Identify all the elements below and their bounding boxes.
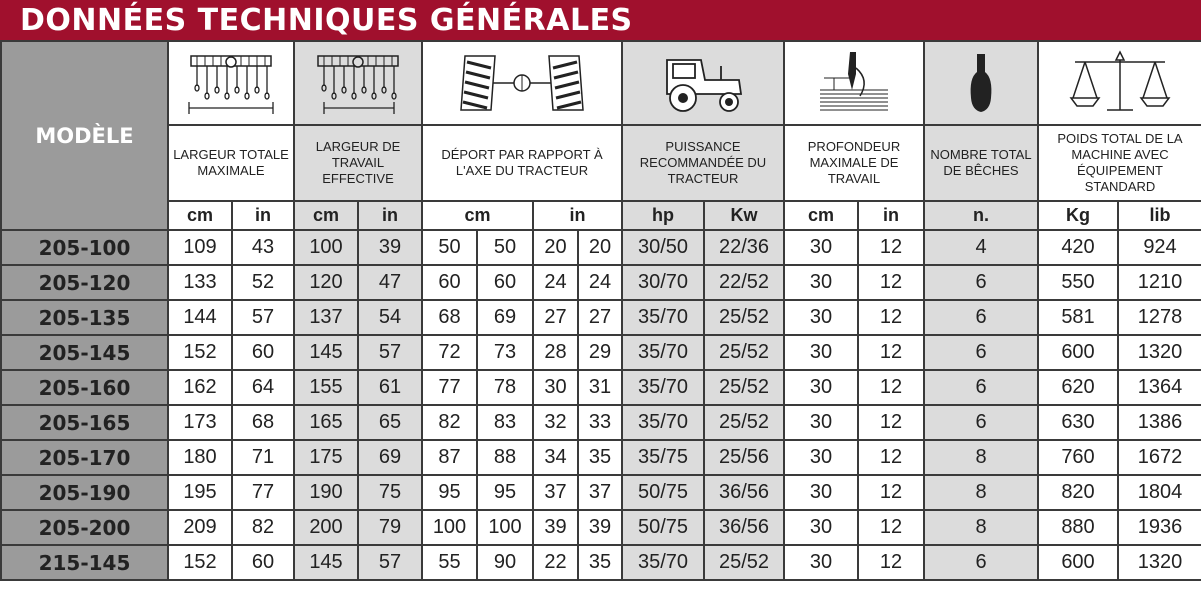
value-cell: 1804 xyxy=(1118,475,1201,510)
value-cell: 87 xyxy=(422,440,477,475)
col-label: POIDS TOTAL DE LA MACHINE AVEC ÉQUIPEMENT STANDARD xyxy=(1038,125,1201,201)
table-row xyxy=(1,405,1201,440)
value-cell: 6 xyxy=(924,300,1038,335)
model-header: MODÈLE xyxy=(1,41,168,230)
value-cell: 69 xyxy=(477,300,533,335)
value-cell: 25/52 xyxy=(704,370,784,405)
table-row xyxy=(1,440,1201,475)
value-cell: 24 xyxy=(533,265,578,300)
value-cell: 100 xyxy=(422,510,477,545)
value-cell: 25/52 xyxy=(704,300,784,335)
col-work-width-icon-cell xyxy=(294,41,422,125)
offset-wheels-icon xyxy=(447,50,597,116)
model-cell: 205-160 xyxy=(1,370,168,405)
value-cell: 36/56 xyxy=(704,510,784,545)
value-cell: 137 xyxy=(294,300,358,335)
value-cell: 35/75 xyxy=(622,440,704,475)
value-cell: 100 xyxy=(477,510,533,545)
value-cell: 47 xyxy=(358,265,422,300)
col-label: LARGEUR TOTALE MAXIMALE xyxy=(168,125,294,201)
unit-label: cm xyxy=(294,201,358,230)
value-cell: 1672 xyxy=(1118,440,1201,475)
value-cell: 1936 xyxy=(1118,510,1201,545)
value-cell: 30 xyxy=(784,300,858,335)
value-cell: 581 xyxy=(1038,300,1118,335)
value-cell: 630 xyxy=(1038,405,1118,440)
value-cell: 60 xyxy=(477,265,533,300)
value-cell: 64 xyxy=(232,370,294,405)
value-cell: 37 xyxy=(578,475,622,510)
value-cell: 50/75 xyxy=(622,510,704,545)
col-width-icon-cell xyxy=(168,41,294,125)
value-cell: 155 xyxy=(294,370,358,405)
value-cell: 152 xyxy=(168,335,232,370)
value-cell: 30 xyxy=(784,510,858,545)
value-cell: 61 xyxy=(358,370,422,405)
value-cell: 30 xyxy=(784,265,858,300)
value-cell: 100 xyxy=(294,230,358,265)
value-cell: 68 xyxy=(422,300,477,335)
value-cell: 620 xyxy=(1038,370,1118,405)
value-cell: 600 xyxy=(1038,545,1118,580)
value-cell: 209 xyxy=(168,510,232,545)
value-cell: 1278 xyxy=(1118,300,1201,335)
value-cell: 20 xyxy=(578,230,622,265)
value-cell: 73 xyxy=(477,335,533,370)
value-cell: 39 xyxy=(533,510,578,545)
value-cell: 25/52 xyxy=(704,405,784,440)
model-cell: 215-145 xyxy=(1,545,168,580)
table-body xyxy=(1,230,1201,580)
value-cell: 30 xyxy=(784,405,858,440)
value-cell: 600 xyxy=(1038,335,1118,370)
value-cell: 37 xyxy=(533,475,578,510)
value-cell: 55 xyxy=(422,545,477,580)
value-cell: 60 xyxy=(422,265,477,300)
table-row xyxy=(1,370,1201,405)
value-cell: 12 xyxy=(858,405,924,440)
value-cell: 35/70 xyxy=(622,370,704,405)
value-cell: 22/52 xyxy=(704,265,784,300)
value-cell: 144 xyxy=(168,300,232,335)
value-cell: 69 xyxy=(358,440,422,475)
value-cell: 50 xyxy=(422,230,477,265)
col-label: LARGEUR DE TRAVAIL EFFECTIVE xyxy=(294,125,422,201)
col-label: NOMBRE TOTAL DE BÊCHES xyxy=(924,125,1038,201)
value-cell: 31 xyxy=(578,370,622,405)
table-row xyxy=(1,545,1201,580)
value-cell: 52 xyxy=(232,265,294,300)
value-cell: 33 xyxy=(578,405,622,440)
col-spade-icon-cell xyxy=(924,41,1038,125)
value-cell: 12 xyxy=(858,335,924,370)
value-cell: 29 xyxy=(578,335,622,370)
value-cell: 8 xyxy=(924,440,1038,475)
value-cell: 50 xyxy=(477,230,533,265)
value-cell: 25/52 xyxy=(704,545,784,580)
unit-label: n. xyxy=(924,201,1038,230)
model-cell: 205-145 xyxy=(1,335,168,370)
value-cell: 30 xyxy=(784,440,858,475)
value-cell: 90 xyxy=(477,545,533,580)
value-cell: 57 xyxy=(232,300,294,335)
tractor-icon xyxy=(655,50,751,116)
value-cell: 12 xyxy=(858,440,924,475)
value-cell: 6 xyxy=(924,265,1038,300)
value-cell: 162 xyxy=(168,370,232,405)
value-cell: 12 xyxy=(858,300,924,335)
value-cell: 4 xyxy=(924,230,1038,265)
value-cell: 60 xyxy=(232,335,294,370)
value-cell: 22/36 xyxy=(704,230,784,265)
value-cell: 20 xyxy=(533,230,578,265)
value-cell: 12 xyxy=(858,265,924,300)
value-cell: 57 xyxy=(358,335,422,370)
table-row xyxy=(1,265,1201,300)
value-cell: 35/70 xyxy=(622,300,704,335)
working-width-icon xyxy=(312,50,404,116)
label-row xyxy=(1,125,1201,201)
value-cell: 35 xyxy=(578,440,622,475)
value-cell: 35 xyxy=(578,545,622,580)
unit-label: cm xyxy=(784,201,858,230)
unit-label: cm xyxy=(422,201,533,230)
value-cell: 27 xyxy=(578,300,622,335)
model-cell: 205-120 xyxy=(1,265,168,300)
value-cell: 12 xyxy=(858,370,924,405)
value-cell: 190 xyxy=(294,475,358,510)
value-cell: 78 xyxy=(477,370,533,405)
depth-icon xyxy=(814,50,894,116)
model-cell: 205-170 xyxy=(1,440,168,475)
value-cell: 35/70 xyxy=(622,405,704,440)
value-cell: 79 xyxy=(358,510,422,545)
col-power-icon-cell xyxy=(622,41,784,125)
value-cell: 83 xyxy=(477,405,533,440)
value-cell: 880 xyxy=(1038,510,1118,545)
value-cell: 36/56 xyxy=(704,475,784,510)
value-cell: 6 xyxy=(924,545,1038,580)
value-cell: 60 xyxy=(232,545,294,580)
model-cell: 205-135 xyxy=(1,300,168,335)
value-cell: 30 xyxy=(784,370,858,405)
value-cell: 39 xyxy=(358,230,422,265)
unit-label: in xyxy=(358,201,422,230)
value-cell: 173 xyxy=(168,405,232,440)
unit-label: Kw xyxy=(704,201,784,230)
value-cell: 22 xyxy=(533,545,578,580)
unit-label: lib xyxy=(1118,201,1201,230)
model-cell: 205-200 xyxy=(1,510,168,545)
value-cell: 8 xyxy=(924,510,1038,545)
table-row xyxy=(1,230,1201,265)
value-cell: 39 xyxy=(578,510,622,545)
value-cell: 30/70 xyxy=(622,265,704,300)
value-cell: 12 xyxy=(858,510,924,545)
value-cell: 50/75 xyxy=(622,475,704,510)
value-cell: 68 xyxy=(232,405,294,440)
value-cell: 820 xyxy=(1038,475,1118,510)
value-cell: 1320 xyxy=(1118,545,1201,580)
value-cell: 550 xyxy=(1038,265,1118,300)
value-cell: 25/56 xyxy=(704,440,784,475)
col-label: PUISSANCE RECOMMANDÉE DU TRACTEUR xyxy=(622,125,784,201)
value-cell: 12 xyxy=(858,475,924,510)
col-label: DÉPORT PAR RAPPORT À L'AXE DU TRACTEUR xyxy=(422,125,622,201)
value-cell: 34 xyxy=(533,440,578,475)
value-cell: 77 xyxy=(232,475,294,510)
value-cell: 152 xyxy=(168,545,232,580)
unit-label: in xyxy=(858,201,924,230)
value-cell: 30/50 xyxy=(622,230,704,265)
value-cell: 25/52 xyxy=(704,335,784,370)
value-cell: 6 xyxy=(924,335,1038,370)
value-cell: 145 xyxy=(294,335,358,370)
value-cell: 109 xyxy=(168,230,232,265)
value-cell: 12 xyxy=(858,230,924,265)
table-row xyxy=(1,335,1201,370)
value-cell: 82 xyxy=(232,510,294,545)
unit-label: Kg xyxy=(1038,201,1118,230)
value-cell: 195 xyxy=(168,475,232,510)
value-cell: 24 xyxy=(578,265,622,300)
title-bar xyxy=(0,0,1201,40)
value-cell: 75 xyxy=(358,475,422,510)
value-cell: 65 xyxy=(358,405,422,440)
value-cell: 1320 xyxy=(1118,335,1201,370)
value-cell: 88 xyxy=(477,440,533,475)
value-cell: 175 xyxy=(294,440,358,475)
value-cell: 6 xyxy=(924,405,1038,440)
value-cell: 32 xyxy=(533,405,578,440)
model-cell: 205-100 xyxy=(1,230,168,265)
value-cell: 71 xyxy=(232,440,294,475)
value-cell: 72 xyxy=(422,335,477,370)
value-cell: 1210 xyxy=(1118,265,1201,300)
col-depth-icon-cell xyxy=(784,41,924,125)
col-offset-icon-cell xyxy=(422,41,622,125)
unit-row xyxy=(1,201,1201,230)
value-cell: 30 xyxy=(784,335,858,370)
value-cell: 133 xyxy=(168,265,232,300)
unit-label: in xyxy=(232,201,294,230)
value-cell: 95 xyxy=(477,475,533,510)
page-title: DONNÉES TECHNIQUES GÉNÉRALES xyxy=(20,3,633,38)
value-cell: 30 xyxy=(784,545,858,580)
value-cell: 95 xyxy=(422,475,477,510)
value-cell: 82 xyxy=(422,405,477,440)
value-cell: 145 xyxy=(294,545,358,580)
value-cell: 35/70 xyxy=(622,545,704,580)
value-cell: 30 xyxy=(784,230,858,265)
value-cell: 1364 xyxy=(1118,370,1201,405)
value-cell: 200 xyxy=(294,510,358,545)
value-cell: 180 xyxy=(168,440,232,475)
value-cell: 30 xyxy=(533,370,578,405)
value-cell: 12 xyxy=(858,545,924,580)
value-cell: 54 xyxy=(358,300,422,335)
value-cell: 6 xyxy=(924,370,1038,405)
value-cell: 8 xyxy=(924,475,1038,510)
model-cell: 205-190 xyxy=(1,475,168,510)
value-cell: 27 xyxy=(533,300,578,335)
value-cell: 28 xyxy=(533,335,578,370)
col-label: PROFONDEUR MAXIMALE DE TRAVAIL xyxy=(784,125,924,201)
value-cell: 165 xyxy=(294,405,358,440)
value-cell: 924 xyxy=(1118,230,1201,265)
value-cell: 30 xyxy=(784,475,858,510)
table-row xyxy=(1,300,1201,335)
value-cell: 420 xyxy=(1038,230,1118,265)
icon-row xyxy=(1,41,1201,125)
value-cell: 760 xyxy=(1038,440,1118,475)
spec-table xyxy=(0,40,1201,581)
model-cell: 205-165 xyxy=(1,405,168,440)
scale-icon xyxy=(1065,50,1175,116)
unit-label: cm xyxy=(168,201,232,230)
value-cell: 1386 xyxy=(1118,405,1201,440)
table-row xyxy=(1,475,1201,510)
unit-label: hp xyxy=(622,201,704,230)
value-cell: 120 xyxy=(294,265,358,300)
spade-icon xyxy=(961,50,1001,116)
col-weight-icon-cell xyxy=(1038,41,1201,125)
value-cell: 43 xyxy=(232,230,294,265)
value-cell: 35/70 xyxy=(622,335,704,370)
table-row xyxy=(1,510,1201,545)
value-cell: 57 xyxy=(358,545,422,580)
unit-label: in xyxy=(533,201,622,230)
value-cell: 77 xyxy=(422,370,477,405)
harrow-width-icon xyxy=(185,50,277,116)
